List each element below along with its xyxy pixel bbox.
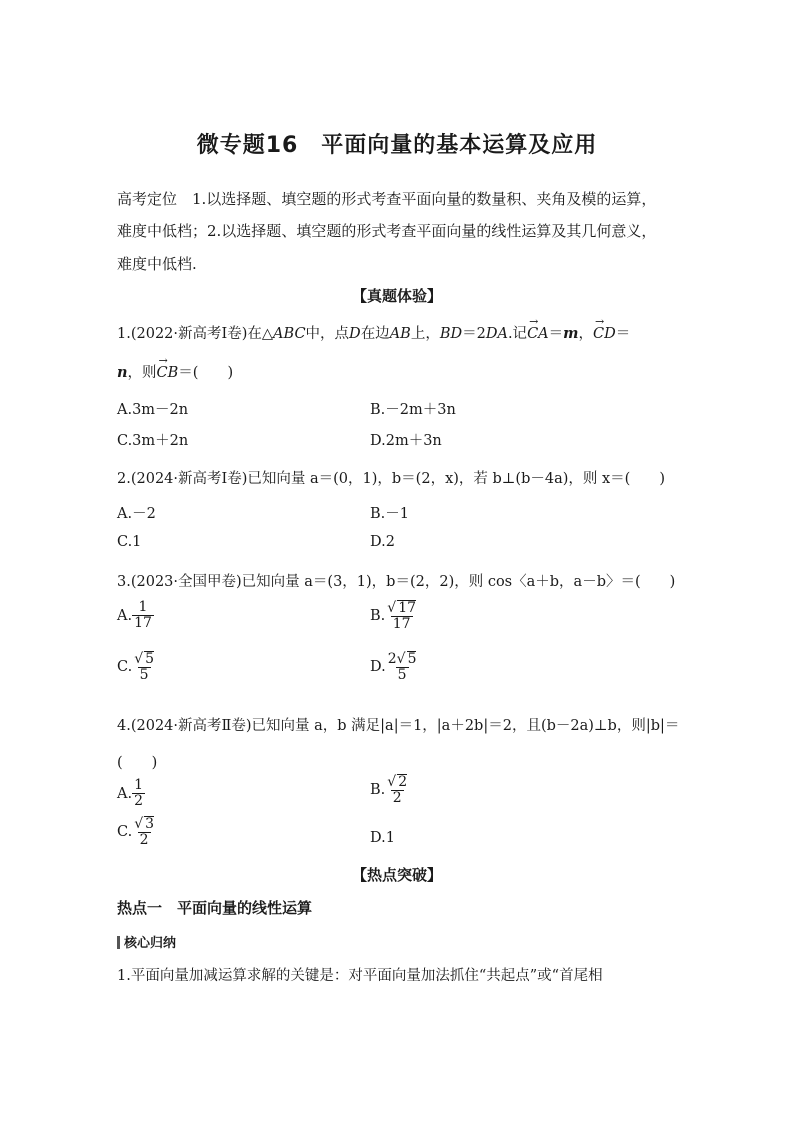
q2-option-d: D.2 <box>370 534 395 550</box>
question-1-line-2: n，则→ CB＝( ) <box>117 361 233 382</box>
hotspot-1-heading: 热点一 平面向量的线性运算 <box>117 899 313 917</box>
vector-cd: → CD <box>593 326 616 342</box>
intro-line-1: 高考定位 1.以选择题、填空题的形式考查平面向量的数量积、夹角及模的运算， <box>117 190 657 208</box>
section-heading-hotspot: 【热点突破】 <box>351 866 442 884</box>
vector-ca: → CA <box>527 326 549 342</box>
question-1-line-1: 1.(2022·新高考Ⅰ卷)在△ABC中，点D在边AB上，BD＝2DA.记→ CA＝m，→ CD＝ <box>117 322 630 343</box>
q1-option-b: B.－2m＋3n <box>370 402 456 418</box>
q4-option-d: D.1 <box>370 830 395 846</box>
q3-option-a: A. $\frac{1}{17}$ <box>117 599 152 632</box>
q4-option-b: B. $\frac{√ 2}{2}$ <box>370 774 408 807</box>
q2-option-a: A.－2 <box>117 506 156 522</box>
intro-line-2: 难度中低档；2.以选择题、填空题的形式考查平面向量的线性运算及其几何意义， <box>117 222 657 240</box>
core-summary-label: 核心归纳 <box>117 932 176 951</box>
page-title: 微专题16 平面向量的基本运算及应用 <box>196 133 598 158</box>
q1-option-c: C.3m＋2n <box>117 433 189 449</box>
q1-option-d: D.2m＋3n <box>370 433 442 449</box>
intro-line-3: 难度中低档. <box>117 255 197 273</box>
q3-option-b: B. $\frac{√ 17}{17}$ <box>370 600 417 633</box>
section-heading-real-exam: 【真题体验】 <box>351 287 442 305</box>
question-4-line-2: ( ) <box>117 755 158 771</box>
q4-option-c: C. $\frac{√ 3}{2}$ <box>117 816 155 849</box>
q3-option-c: C. $\frac{√ 5}{5}$ <box>117 651 155 684</box>
vector-cb: → CB <box>157 365 179 381</box>
q1-option-a: A.3m－2n <box>117 402 189 418</box>
q4-option-a: A. $\frac{1}{2}$ <box>117 777 144 810</box>
q3-option-d: D. $\frac{2√ 5}{5}$ <box>370 651 417 684</box>
question-3-text: 3.(2023·全国甲卷)已知向量 a＝(3，1)，b＝(2，2)，则 cos〈a＋b，a－b〉＝( ) <box>117 574 676 590</box>
q2-option-c: C.1 <box>117 534 142 550</box>
q2-option-b: B.－1 <box>370 506 409 522</box>
question-2-text: 2.(2024·新高考Ⅰ卷)已知向量 a＝(0，1)，b＝(2，x)，若 b⊥(b－4a)，则 x＝( ) <box>117 471 665 487</box>
question-4-line-1: 4.(2024·新高考Ⅱ卷)已知向量 a，b 满足|a|＝1，|a＋2b|＝2，且(b－2a)⊥b，则|b|＝ <box>117 718 680 734</box>
summary-point-1: 1.平面向量加减运算求解的关键是：对平面向量加法抓住“共起点”或“首尾相 <box>117 968 603 984</box>
